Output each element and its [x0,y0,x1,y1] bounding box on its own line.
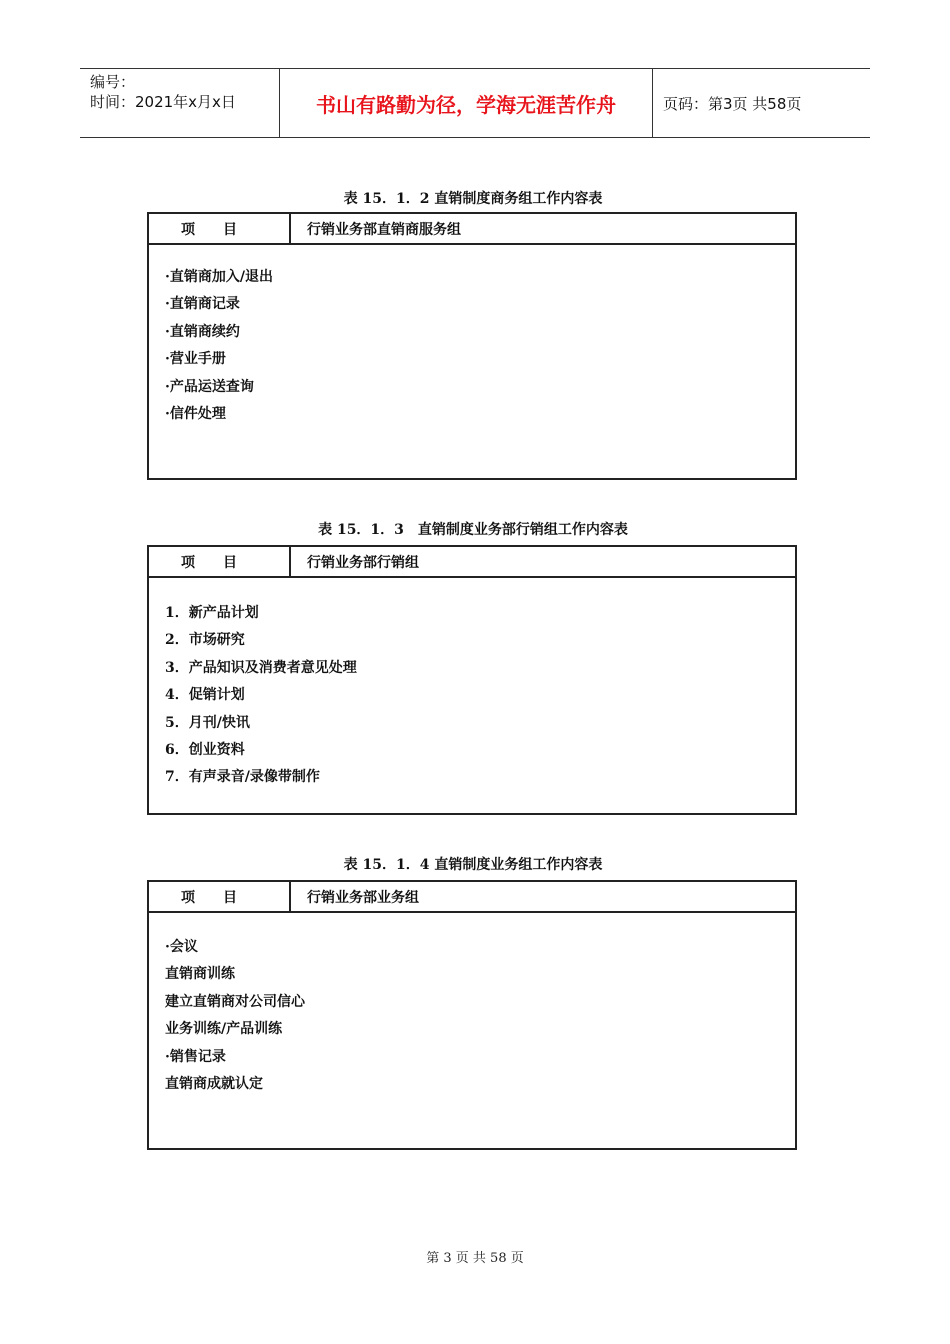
list-item: ·产品运送查询 [165,378,254,395]
page-header [80,68,870,138]
list-item: ·会议 [165,939,198,955]
list-item: ·直销商续约 [165,323,240,340]
column-header-group: 行销业务部直销商服务组 [307,221,461,238]
number-label: 编号： [90,73,136,91]
list-item: ·直销商加入/退出 [165,269,273,285]
list-item: 6．创业资料 [165,741,245,758]
column-header-item: 项 目 [149,214,291,243]
list-item: 1．新产品计划 [165,605,259,621]
list-item: 建立直销商对公司信心 [165,993,305,1010]
table-caption-2: 表 15．1．3 直销制度业务部行销组工作内容表 [318,522,628,538]
column-header-item: 项 目 [149,882,291,911]
column-header-item: 项 目 [149,547,291,576]
column-header-group: 行销业务部业务组 [307,889,419,906]
table-1 [147,212,797,480]
list-item: 5．月刊/快讯 [165,714,250,731]
list-item: 2．市场研究 [165,632,245,649]
list-item: 7．有声录音/录像带制作 [165,769,320,786]
list-item: 业务训练/产品训练 [165,1021,283,1038]
table-3 [147,880,797,1150]
table-header-row [149,547,795,578]
table-header-row [149,882,795,913]
time-label: 时间：2021年x月x日 [90,93,236,111]
header-meta [80,69,280,137]
list-item: 4．促销计划 [165,687,245,704]
item-list [165,600,357,792]
list-item: ·直销商记录 [165,296,240,313]
page-footer: 第 3 页 共 58 页 [426,1251,524,1266]
list-item: 3．产品知识及消费者意见处理 [165,659,357,676]
table-caption-3: 表 15．1．4 直销制度业务组工作内容表 [343,857,603,873]
header-motto: 书山有路勤为径，学海无涯苦作舟 [280,69,653,137]
table-caption-1: 表 15．1．2 直销制度商务组工作内容表 [343,191,603,207]
item-list [165,264,273,428]
list-item: 直销商成就认定 [165,1075,263,1092]
list-item: 直销商训练 [165,966,235,983]
table-header-row [149,214,795,245]
list-item: ·营业手册 [165,351,226,368]
table-2 [147,545,797,815]
list-item: ·信件处理 [165,405,226,422]
header-page-info: 页码：第3页 共58页 [663,94,802,113]
list-item: ·销售记录 [165,1048,226,1065]
item-list [165,934,305,1098]
column-header-group: 行销业务部行销组 [307,554,419,571]
